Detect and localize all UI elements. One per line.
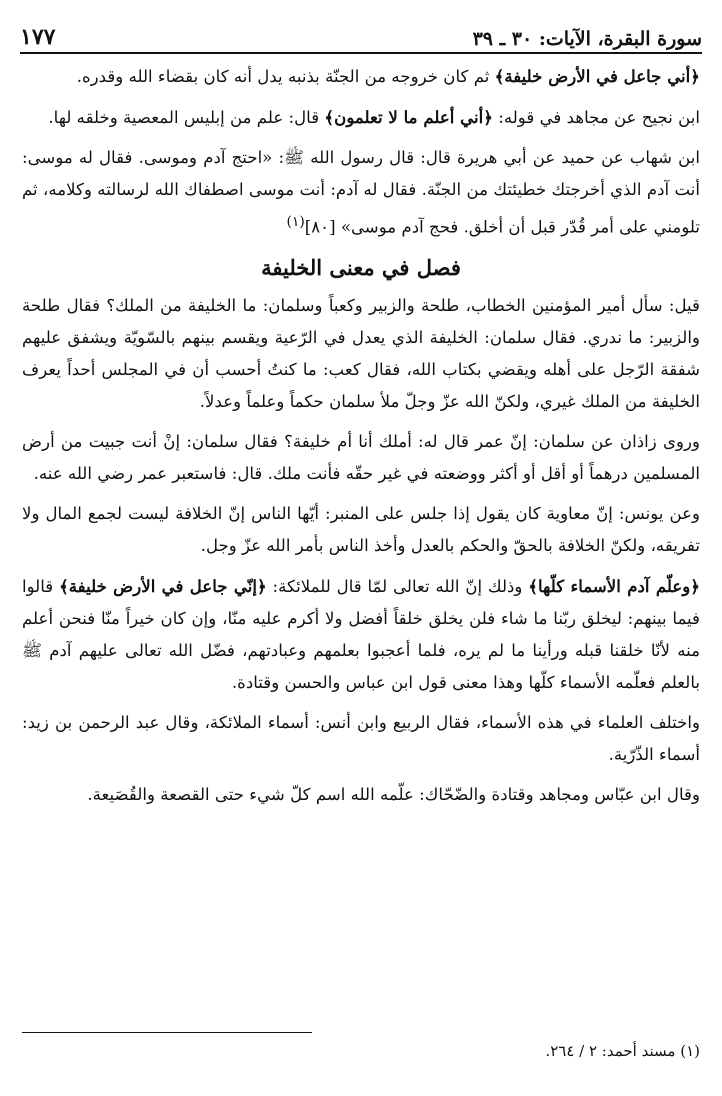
paragraph-7 <box>22 570 700 699</box>
page-body <box>22 60 700 819</box>
paragraph-4: قيل: سأل أمير المؤمنين الخطاب، طلحة والزبير وكعباً وسلمان: ما الخليفة من الملك؟ فقال طلحة والزبير: ما ندري. فقال سلمان: الخليفة الذي يعدل في الرّعية ويقسم بينهم بالسّويّة ويشفق عليهم شفقة الرّجل على أهله ويقضي بكتاب الله، فقال كعب: ما كنتُ أحسب أن في المجلس أحداً يعرف الخليفة من الملك غيري، ولكنّ الله عزّ وجلّ ملأ سلمان حكماً وعلماً وعدلاً. <box>22 295 700 411</box>
quran-quote: ﴿أني أعلم ما لا تعلمون﴾ <box>324 107 493 127</box>
paragraph-3 <box>22 142 700 244</box>
quran-quote: ﴿وعلّم آدم الأسماء كلّها﴾ <box>528 575 700 596</box>
footnote-reference: (١) <box>286 214 305 230</box>
footnote <box>22 1042 700 1060</box>
paragraph-text: وذلك إنّ الله تعالى لمّا قال للملائكة: <box>266 576 529 596</box>
page-number: ١٧٧ <box>20 24 56 50</box>
paragraph-6: وعن يونس: إنّ معاوية كان يقول إذا جلس على المنبر: أيّها الناس إنّ الخلافة ليست لجمع المال ولا تفريقه، ولكنّ الخلافة بالحقّ والحكم بالعدل وأخذ الناس بأمر الله عزّ وجل. <box>22 503 700 555</box>
paragraph-text: ابن نجيح عن مجاهد في قوله: <box>492 108 700 127</box>
footnote-divider <box>22 1032 312 1033</box>
paragraph-text: ثم كان خروجه من الجنّة بذنبه يدل أنه كان بقضاء الله وقدره. <box>76 67 495 86</box>
paragraph-text: قال: علم من إبليس المعصية وخلقه لها. <box>48 108 325 127</box>
quran-quote: ﴿إنّي جاعل في الأرض خليفة﴾ <box>59 575 267 596</box>
paragraph-text: قالوا فيما بينهم: ليخلق ربّنا ما شاء فلن يخلق خلقاً أفضل ولا أكرم عليه منّا، وإن كان خيراً منّا فنحن أعلم منه لأنّا خلقنا قبله ورأينا ما لم يره، فلما أعجبوا بعلمهم وعبادتهم، فضّل الله تعالى عليهم آدم ﷺ بالعلم فعلّمه الأسماء كلّها وهذا معنى قول ابن عباس والحسن وقتادة. <box>22 576 700 692</box>
paragraph-text: ابن شهاب عن حميد عن أبي هريرة قال: قال رسول الله ﷺ: «احتج آدم وموسى. فقال له موسى: أنت آدم الذي أخرجتك خطيئتك من الجنّة. فقال له آدم: أنت موسى اصطفاك الله لرسالته وكلامه، ثم تلومني على أمر قُدّر قبل أن أخلق. فحج آدم موسى» [٨٠] <box>22 148 700 237</box>
paragraph-9: وقال ابن عبّاس ومجاهد وقتادة والضّحّاك: علّمه الله اسم كلّ شيء حتى القصعة والقُصَيعة. <box>87 784 700 804</box>
paragraph-8: واختلف العلماء في هذه الأسماء، فقال الربيع وابن أنس: أسماء الملائكة، وقال عبد الرحمن بن زيد: أسماء الذّرّية. <box>22 712 700 764</box>
page-header <box>20 14 702 54</box>
quran-quote: ﴿أني جاعل في الأرض خليفة﴾ <box>494 66 700 86</box>
paragraph-1 <box>22 60 700 93</box>
running-title: سورة البقرة، الآيات: ٣٠ ـ ٣٩ <box>472 28 702 50</box>
paragraph-2 <box>22 101 700 134</box>
paragraph-5: وروى زاذان عن سلمان: إنّ عمر قال له: أملك أنا أم خليفة؟ فقال سلمان: إنْ أنت جبيت من أرض المسلمين درهماً أو أقل أو أكثر ووضعته في غير حقّه فأنت ملك. قال: فاستعبر عمر رضي الله عنه. <box>22 431 700 483</box>
footnote-text: مسند أحمد: ٢ / ٢٦٤. <box>545 1042 676 1060</box>
footnote-marker: (١) <box>680 1042 700 1060</box>
section-heading: فصل في معنى الخليفة <box>261 254 461 280</box>
